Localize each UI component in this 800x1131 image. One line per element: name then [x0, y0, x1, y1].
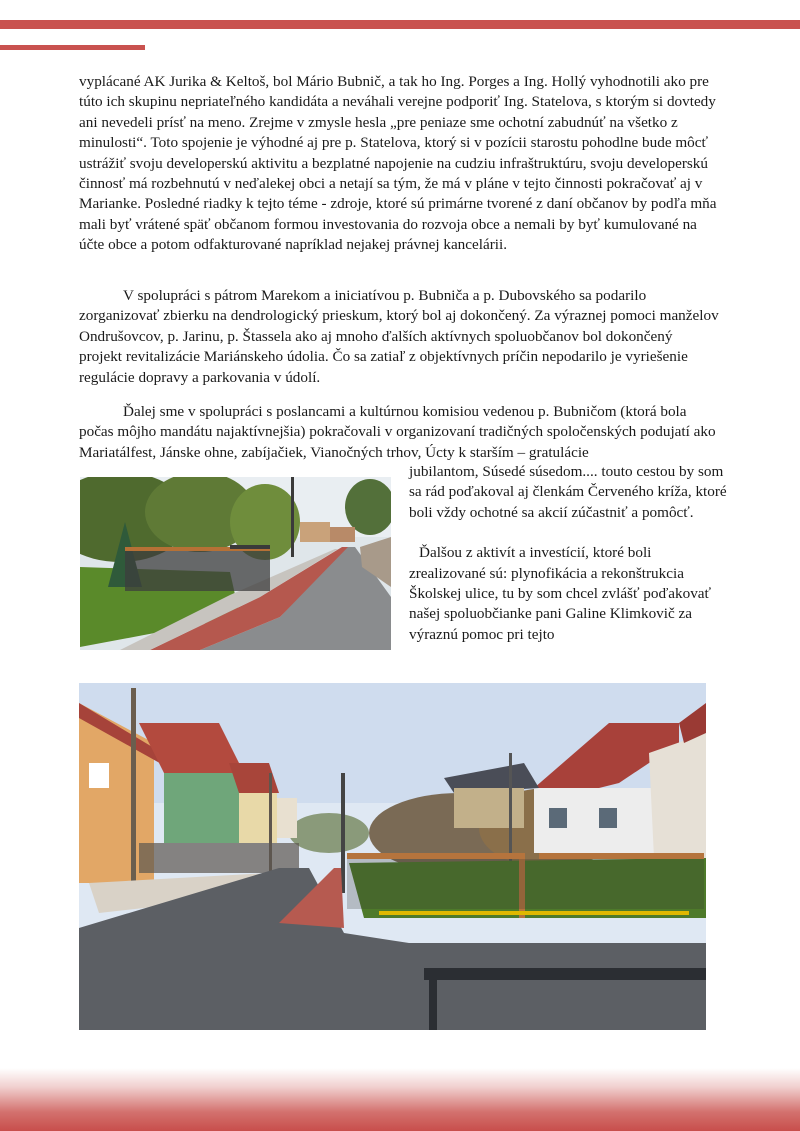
- paragraph-text: vyplácané AK Jurika & Keltoš, bol Mário Bubnič, a tak ho Ing. Porges a Ing. Hollý vyhodnotili ako pre túto ich skupinu nepriateľného kandidáta a neváhali verejne podporiť Ing. Statelova, s ktorým si dovtedy ani nevedeli prísť na meno. Zrejme v zmysle hesla „pre peniaze sme ochotní zabudnúť na všetko z minulosti“. Toto spojenie je výhodné aj pre p. Statelova, ktorý si v pozícii starostu pohodlne bude môcť ustrážiť svoju developerskú aktivitu a bezplatné napojenie na cudziu infraštruktúru, svoju developerskú činnosť má rozbehnutú v neďalekej obci a netají sa tým, že má v pláne v tejto činnosti pokračovať aj v Marianke. Posledné riadky k tejto téme - zdroje, ktoré sú primárne tvorené z daní občanov by podľa mňa mali byť vrátené späť občanom formou investovania do rozvoja obce a nemali by byť kumulované na účte obce a potom odfakturované napríklad nejakej právnej kancelárii.: [79, 73, 717, 254]
- paragraph-3-continuation: jubilantom, Súsedé súsedom.... touto cestou by som sa rád poďakoval aj členkám Červeného kríža, ktoré boli vždy ochotné sa akcií zúčastniť a pomôcť.: [409, 463, 727, 521]
- footer-gradient-band: [0, 1068, 800, 1131]
- header-accent-bar-short: [0, 45, 145, 50]
- body-paragraph-1: [79, 72, 719, 256]
- body-paragraph-3: [79, 402, 719, 463]
- paragraph-4: Ďalšou z aktivít a investícií, ktoré boli zrealizované sú: plynofikácia a rekonštrukcia Školskej ulice, tu by som chcel zvlášť poďakovať našej spoluobčianke pani Galine Klimkovič za výraznú pomoc pri tejto: [409, 544, 712, 643]
- body-paragraph-2: [79, 286, 719, 388]
- street-photo-large: [79, 683, 706, 1030]
- paragraph-text: V spolupráci s pátrom Marekom a iniciatívou p. Bubniča a p. Dubovského sa podarilo zorganizovať zbierku na dendrologický prieskum, ktorý bol aj dokončený. Za výraznej pomoci manželov Ondrušovcov, p. Jarinu, p. Štassela ako aj mnoho ďalších aktívnych spoluobčanov bol dokončený projekt revitalizácie Mariánskeho údolia. Čo sa zatiaľ z objektívnych príčin nepodarilo je vyriešenie regulácie dopravy a parkovania v údolí.: [79, 287, 719, 386]
- street-photo-small: [80, 477, 391, 650]
- side-column-text: [409, 462, 729, 645]
- paragraph-text: Ďalej sme v spolupráci s poslancami a kultúrnou komisiou vedenou p. Bubničom (ktorá bola počas môjho mandátu najaktívnejšia) pokračovali v organizovaní tradičných spoločenských podujatí ako Mariatálfest, Jánske ohne, zabíjačiek, Vianočných trhov, Úcty k starším – gratulácie: [79, 403, 716, 461]
- header-accent-bar: [0, 20, 800, 29]
